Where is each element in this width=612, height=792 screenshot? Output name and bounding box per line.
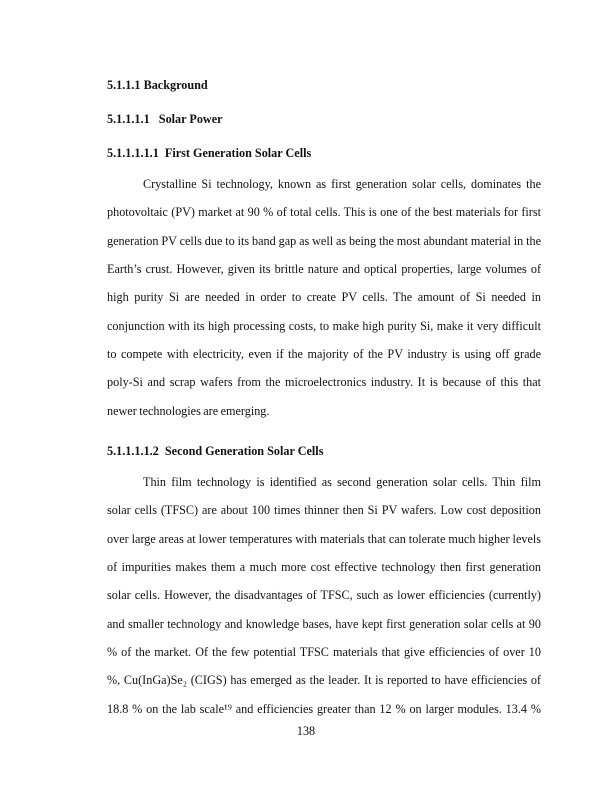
- paragraph-line: and smaller technology and knowledge bases, have kept first generation solar cells at 90: [107, 616, 541, 631]
- paragraph-line: poly-Si and scrap wafers from the microelectronics industry. It is because of this that: [107, 375, 541, 390]
- paragraph-line: solar cells. However, the disadvantages of TFSC, such as lower efficiencies (currently): [107, 588, 541, 603]
- heading-first-generation-solar-cells: 5.1.1.1.1.1 First Generation Solar Cells: [107, 146, 312, 160]
- paragraph-second-generation: [107, 468, 541, 723]
- paragraph-line: % of the market. Of the few potential TFSC materials that give efficiencies of over 10: [107, 645, 541, 660]
- paragraph-line: over large areas at lower temperatures with materials that can tolerate much higher levels: [107, 531, 541, 546]
- paragraph-line: Earth’s crust. However, given its brittle nature and optical properties, large volumes of: [107, 262, 541, 277]
- paragraph-line: conjunction with its high processing costs, to make high purity Si, make it very difficult: [107, 318, 541, 333]
- page-number: 138: [296, 724, 316, 738]
- paragraph-line: to compete with electricity, even if the majority of the PV industry is using off grade: [107, 347, 541, 362]
- heading-second-generation-solar-cells: 5.1.1.1.1.2 Second Generation Solar Cells: [107, 444, 324, 458]
- paragraph-line: %, Cu(InGa)Se₂ (CIGS) has emerged as the leader. It is reported to have efficiencies of: [107, 673, 541, 688]
- paragraph-line: of impurities makes them a much more cost effective technology then first generation: [107, 560, 541, 575]
- paragraph-line: photovoltaic (PV) market at 90 % of total cells. This is one of the best materials for first: [107, 205, 541, 220]
- paragraph-line: 18.8 % on the lab scale¹⁹ and efficiencies greater than 12 % on larger modules. 13.4 %: [107, 701, 541, 716]
- paragraph-line: solar cells (TFSC) are about 100 times thinner then Si PV wafers. Low cost deposition: [107, 503, 541, 518]
- paragraph-first-generation: [107, 170, 541, 425]
- paragraph-line: Thin film technology is identified as second generation solar cells. Thin film: [143, 475, 541, 489]
- paragraph-line: generation PV cells due to its band gap as well as being the most abundant material in the: [107, 233, 541, 248]
- heading-solar-power: 5.1.1.1.1 Solar Power: [107, 112, 223, 126]
- paragraph-line: Crystalline Si technology, known as first generation solar cells, dominates the: [143, 177, 541, 191]
- paragraph-line: newer technologies are emerging.: [107, 403, 270, 418]
- heading-background: 5.1.1.1 Background: [107, 78, 208, 92]
- paragraph-line: high purity Si are needed in order to create PV cells. The amount of Si needed in: [107, 290, 541, 305]
